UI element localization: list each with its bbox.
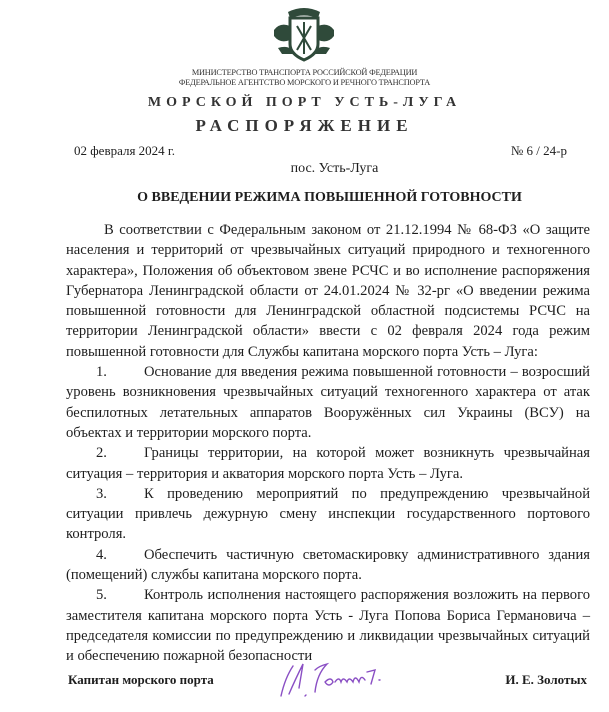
document-date: 02 февраля 2024 г. bbox=[74, 143, 176, 158]
item-text: Контроль исполнения настоящего распоряжения возложить на первого заместителя капитана морского порта Усть - Луга Попова Бориса Германовича – председателя комиссии по предупреждению и ликвидации чрезвычайных ситуаций и обеспечению пожарной безопасности bbox=[66, 587, 590, 665]
item-text: Границы территории, на которой может возникнуть чрезвычайная ситуация – территория и акватория морского порта Усть – Луга. bbox=[66, 445, 590, 482]
coat-of-arms-emblem bbox=[270, 4, 338, 64]
item-number: 4. bbox=[96, 546, 107, 563]
handwritten-signature bbox=[275, 658, 405, 700]
agency-name: ФЕДЕРАЛЬНОЕ АГЕНТСТВО МОРСКОГО И РЕЧНОГО ТРАНСПОРТА bbox=[178, 78, 431, 87]
item-number: 1. bbox=[96, 364, 107, 381]
list-item bbox=[66, 545, 590, 586]
item-text: К проведению мероприятий по предупреждению чрезвычайной ситуации привлечь дежурную смену инспекции государственного портового контроля. bbox=[66, 485, 590, 543]
document-number: № 6 / 24-р bbox=[510, 143, 567, 158]
list-item bbox=[66, 484, 590, 545]
list-item bbox=[66, 362, 590, 443]
document-title: О ВВЕДЕНИИ РЕЖИМА ПОВЫШЕННОЙ ГОТОВНОСТИ bbox=[137, 190, 522, 205]
item-number: 3. bbox=[96, 485, 107, 502]
list-item bbox=[66, 443, 590, 484]
ministry-name: МИНИСТЕРСТВО ТРАНСПОРТА РОССИЙСКОЙ ФЕДЕРАЦИИ bbox=[191, 68, 418, 77]
item-text: Обеспечить частичную светомаскировку административного здания (помещений) службы капитана морского порта. bbox=[66, 546, 590, 584]
item-text: Основание для введения режима повышенной готовности – возросший уровень возникновения чрезвычайных ситуаций техногенного характера от атак беспилотных летательных аппаратов Вооружённых сил Украины (ВСУ) на объектах и территории морского порта. bbox=[66, 364, 590, 441]
document-body bbox=[66, 220, 590, 667]
item-number: 2. bbox=[96, 445, 107, 462]
intro-paragraph: В соответствии с Федеральным законом от 21.12.1994 № 68-ФЗ «О защите населения и территорий от чрезвычайных ситуаций природного и техногенного характера», Положения об объектовом звене РСЧС и во исполнение распоряжения Губернатора Ленинградской области от 24.01.2024 № 32-рг «О введении режима повышенной готовности для Ленинградской областной подсистемы РСЧС на территории Ленинградской области» ввести с 02 февраля 2024 года режим повышенной готовности для Службы капитана морского порта Усть – Луга: bbox=[66, 222, 590, 360]
document-place: пос. Усть-Луга bbox=[290, 161, 379, 176]
list-item bbox=[66, 585, 590, 666]
document-type: РАСПОРЯЖЕНИЕ bbox=[195, 116, 414, 135]
signatory-name: И. Е. Золотых bbox=[505, 672, 587, 687]
item-number: 5. bbox=[96, 587, 107, 604]
signatory-position: Капитан морского порта bbox=[68, 672, 214, 687]
organization-name: МОРСКОЙ ПОРТ УСТЬ-ЛУГА bbox=[147, 95, 462, 110]
